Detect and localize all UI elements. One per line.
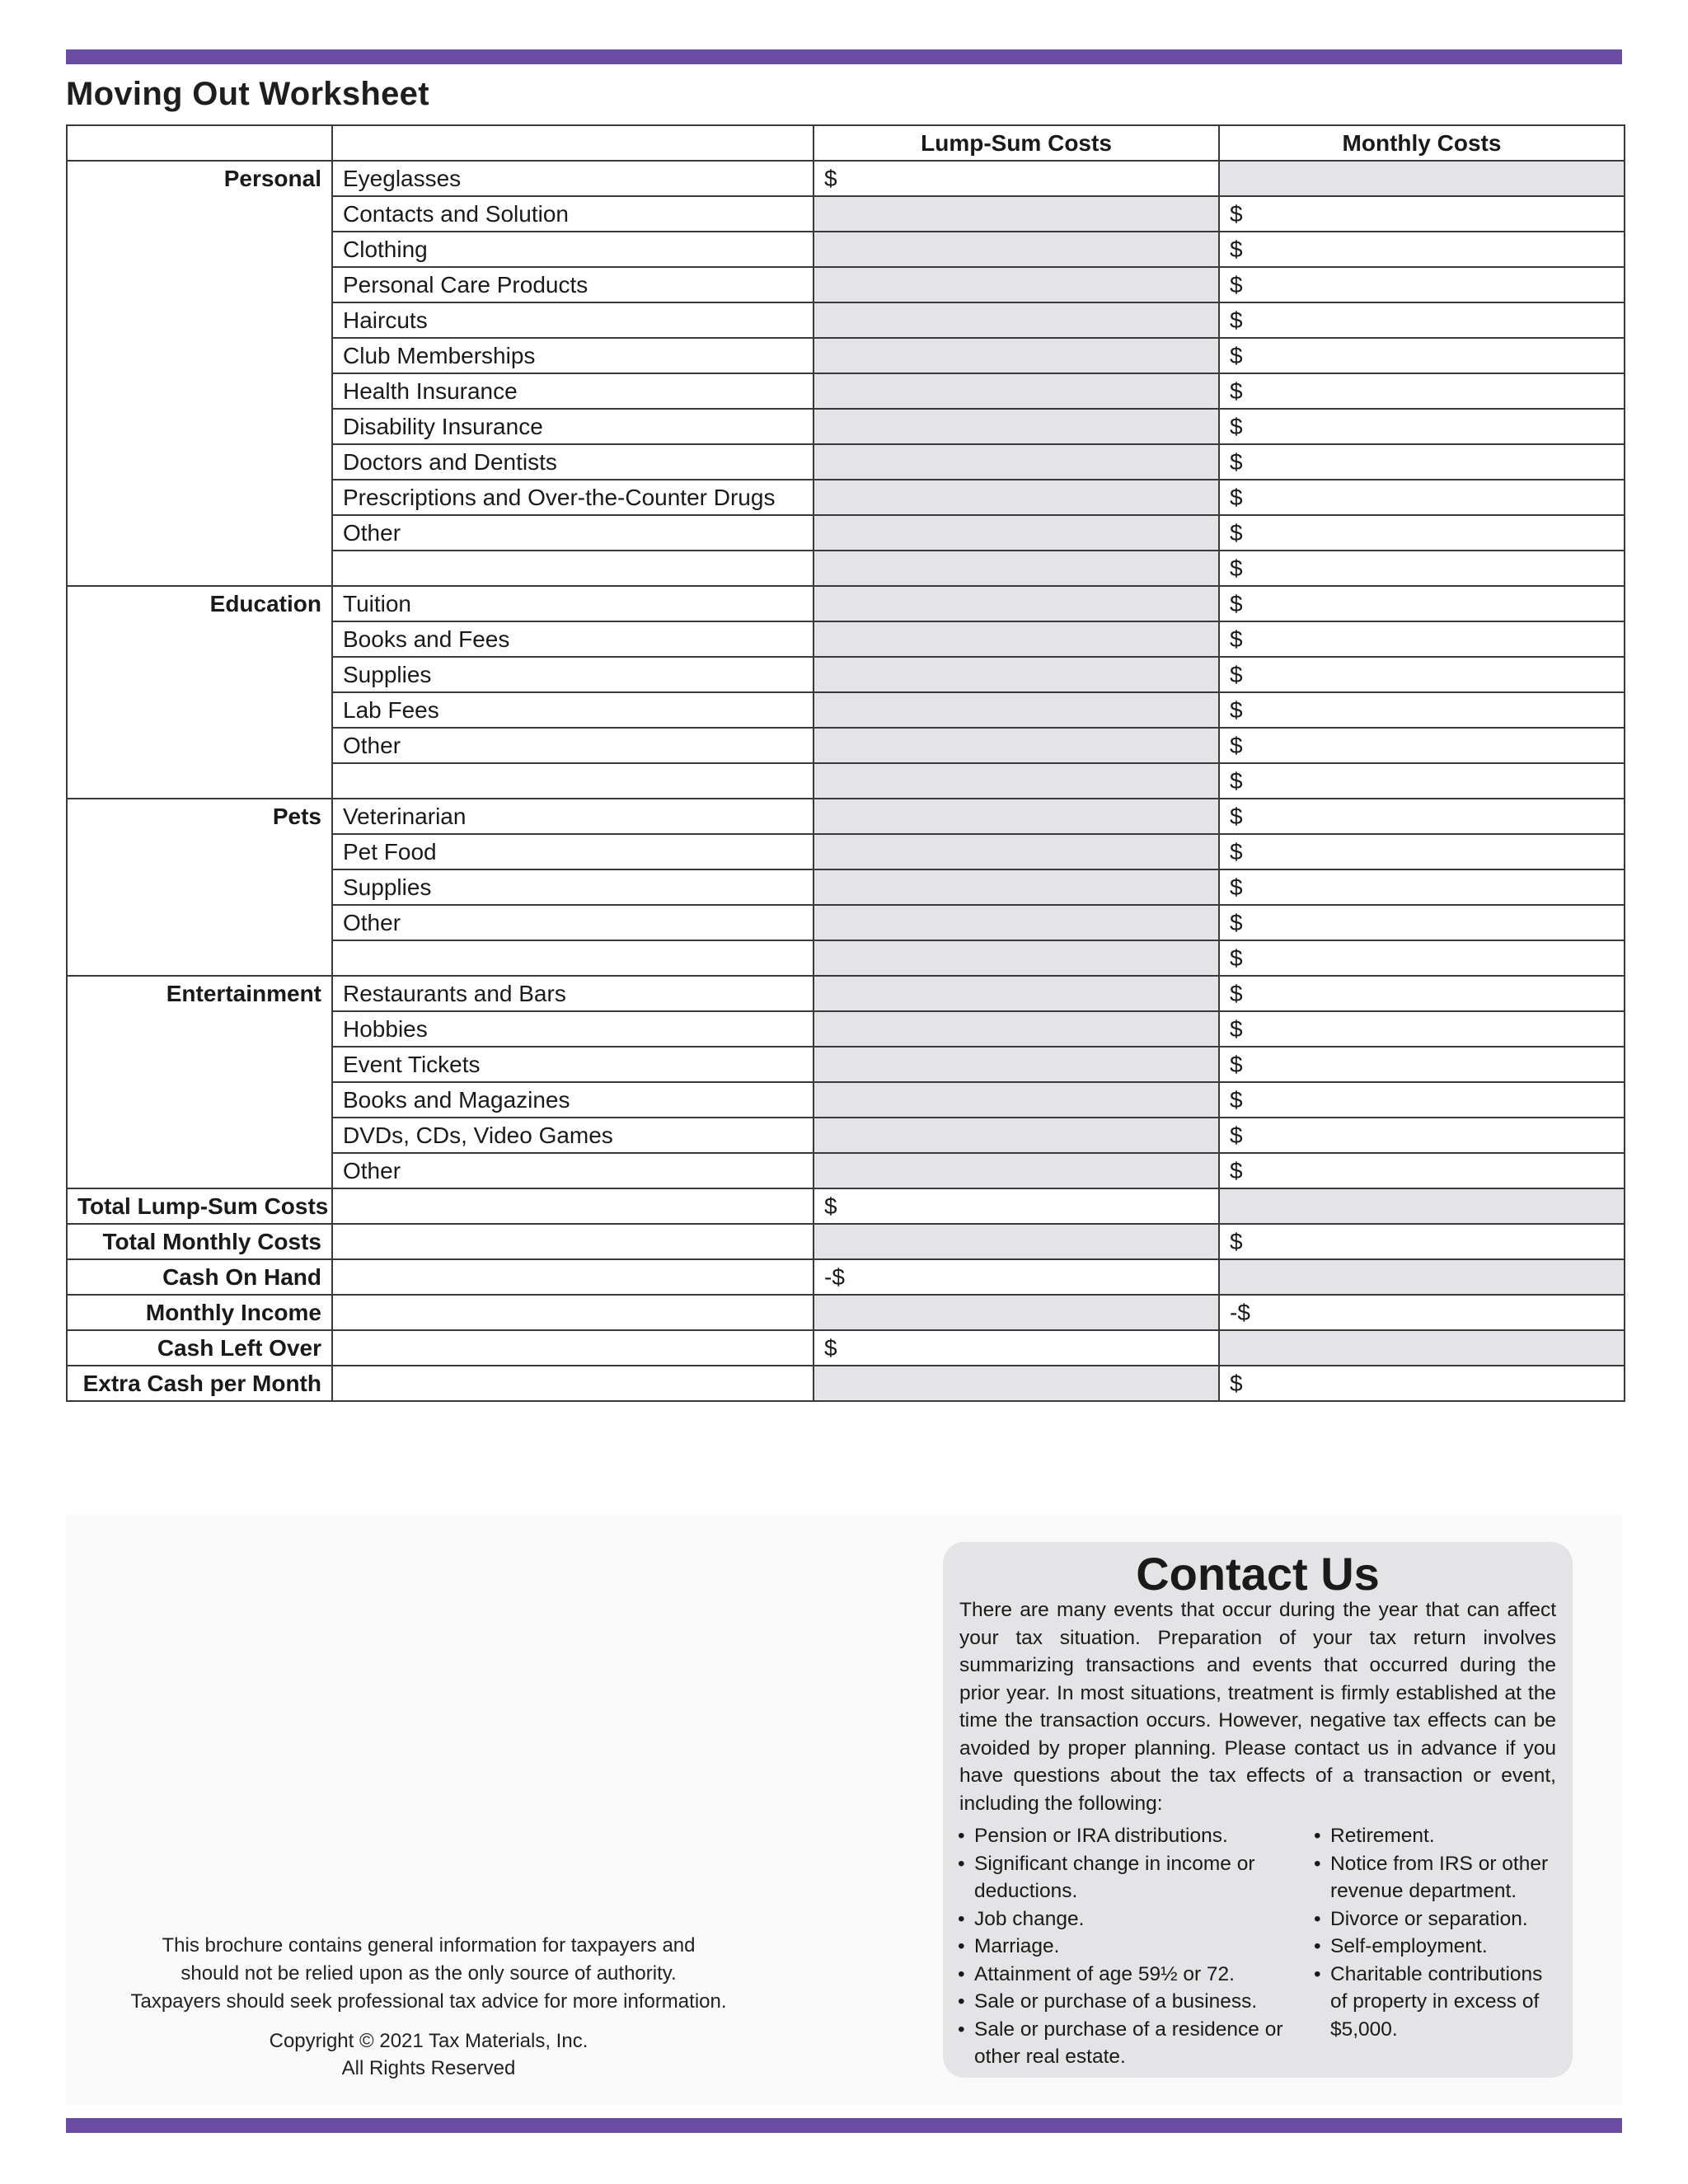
monthly-cell: $ — [1219, 692, 1625, 728]
monthly-cell: $ — [1219, 940, 1625, 976]
total-row — [67, 1366, 1625, 1401]
lump-sum-cell: $ — [814, 1188, 1219, 1224]
monthly-cell-disabled — [1219, 1188, 1625, 1224]
monthly-cell: -$ — [1219, 1295, 1625, 1330]
monthly-cell-disabled — [1219, 161, 1625, 196]
monthly-cell: $ — [1219, 267, 1625, 302]
monthly-cell: $ — [1219, 480, 1625, 515]
item-label: Books and Fees — [332, 621, 814, 657]
lump-sum-cell: -$ — [814, 1259, 1219, 1295]
lump-sum-cell-disabled — [814, 869, 1219, 905]
lump-sum-cell-disabled — [814, 692, 1219, 728]
monthly-cell: $ — [1219, 1011, 1625, 1047]
item-label: Pet Food — [332, 834, 814, 869]
item-label: Books and Magazines — [332, 1082, 814, 1118]
item-label: Veterinarian — [332, 799, 814, 834]
lump-sum-cell: $ — [814, 1330, 1219, 1366]
lump-sum-cell-disabled — [814, 976, 1219, 1011]
item-label: Clothing — [332, 232, 814, 267]
table-header-row — [67, 125, 1625, 161]
lump-sum-cell-disabled — [814, 621, 1219, 657]
page-title: Moving Out Worksheet — [66, 76, 429, 112]
monthly-cell: $ — [1219, 728, 1625, 763]
table-row — [67, 799, 1625, 834]
item-label: Other — [332, 515, 814, 551]
monthly-cell: $ — [1219, 763, 1625, 799]
lump-sum-cell-disabled — [814, 232, 1219, 267]
item-label: Other — [332, 905, 814, 940]
item-label — [332, 551, 814, 586]
lump-sum-cell-disabled — [814, 905, 1219, 940]
lump-sum-cell-disabled — [814, 1295, 1219, 1330]
item-label: Supplies — [332, 657, 814, 692]
item-label: Health Insurance — [332, 373, 814, 409]
lump-sum-cell-disabled — [814, 1118, 1219, 1153]
monthly-cell: $ — [1219, 1082, 1625, 1118]
lump-sum-cell-disabled — [814, 1011, 1219, 1047]
monthly-cell: $ — [1219, 373, 1625, 409]
monthly-cell: $ — [1219, 444, 1625, 480]
bottom-accent-bar — [66, 2118, 1622, 2133]
contact-bullets-right — [1314, 1822, 1561, 2043]
header-category — [67, 125, 332, 161]
item-label: Personal Care Products — [332, 267, 814, 302]
bullet-item: • Divorce or separation. — [1314, 1905, 1561, 1933]
monthly-cell: $ — [1219, 338, 1625, 373]
lump-sum-cell-disabled — [814, 551, 1219, 586]
lump-sum-cell-disabled — [814, 799, 1219, 834]
total-label: Extra Cash per Month — [67, 1366, 332, 1401]
monthly-cell: $ — [1219, 799, 1625, 834]
category-label: Pets — [67, 799, 332, 976]
lump-sum-cell-disabled — [814, 302, 1219, 338]
lump-sum-cell-disabled — [814, 515, 1219, 551]
lump-sum-cell-disabled — [814, 1153, 1219, 1188]
total-label: Monthly Income — [67, 1295, 332, 1330]
monthly-cell: $ — [1219, 976, 1625, 1011]
item-label: DVDs, CDs, Video Games — [332, 1118, 814, 1153]
item-label: Eyeglasses — [332, 161, 814, 196]
lump-sum-cell-disabled — [814, 1047, 1219, 1082]
table-row — [67, 586, 1625, 621]
contact-body-text: There are many events that occur during the year that can affect your tax situation. Preparation of your tax return involves summarizing transactions and events that occurred during the prior year. In most situations, treatment is firmly established at the time the transaction occurs. However, negative tax effects can be avoided by proper planning. Please contact us in advance if you have questions about the tax effects of a transaction or event, including the following: — [959, 1599, 1556, 1815]
category-label: Education — [67, 586, 332, 799]
monthly-cell-disabled — [1219, 1259, 1625, 1295]
bullet-item: • Retirement. — [1314, 1822, 1561, 1850]
lump-sum-cell-disabled — [814, 586, 1219, 621]
total-row — [67, 1330, 1625, 1366]
item-label: Lab Fees — [332, 692, 814, 728]
table-row — [67, 976, 1625, 1011]
bullet-item: • Sale or purchase of a residence or other real estate. — [958, 2016, 1287, 2071]
item-label: Hobbies — [332, 1011, 814, 1047]
monthly-cell: $ — [1219, 657, 1625, 692]
contact-bullets-left — [958, 1822, 1287, 2071]
total-blank-cell — [332, 1366, 814, 1401]
lump-sum-cell-disabled — [814, 1224, 1219, 1259]
lump-sum-cell-disabled — [814, 657, 1219, 692]
disclaimer — [99, 1932, 758, 2016]
item-label — [332, 763, 814, 799]
moving-out-worksheet-table — [66, 124, 1625, 1402]
lump-sum-cell-disabled — [814, 763, 1219, 799]
monthly-cell: $ — [1219, 1153, 1625, 1188]
lump-sum-cell-disabled — [814, 338, 1219, 373]
item-label: Contacts and Solution — [332, 196, 814, 232]
total-blank-cell — [332, 1188, 814, 1224]
lump-sum-cell-disabled — [814, 940, 1219, 976]
total-label: Total Lump-Sum Costs — [67, 1188, 332, 1224]
lump-sum-cell-disabled — [814, 373, 1219, 409]
copyright — [99, 2027, 758, 2082]
copyright-line: All Rights Reserved — [341, 2057, 516, 2079]
monthly-cell: $ — [1219, 515, 1625, 551]
table-row — [67, 161, 1625, 196]
category-label: Entertainment — [67, 976, 332, 1188]
item-label: Haircuts — [332, 302, 814, 338]
category-label: Personal — [67, 161, 332, 586]
total-label: Cash Left Over — [67, 1330, 332, 1366]
bullet-item: • Notice from IRS or other revenue department. — [1314, 1850, 1561, 1905]
monthly-cell: $ — [1219, 409, 1625, 444]
item-label: Tuition — [332, 586, 814, 621]
total-label: Cash On Hand — [67, 1259, 332, 1295]
monthly-cell: $ — [1219, 586, 1625, 621]
bullet-item: • Job change. — [958, 1905, 1287, 1933]
item-label — [332, 940, 814, 976]
item-label: Event Tickets — [332, 1047, 814, 1082]
contact-title: Contact Us — [1136, 1548, 1380, 1600]
monthly-cell: $ — [1219, 1047, 1625, 1082]
bullet-item: • Charitable contributions of property in excess of $5,000. — [1314, 1961, 1561, 2044]
monthly-cell: $ — [1219, 551, 1625, 586]
monthly-cell-disabled — [1219, 1330, 1625, 1366]
item-label: Supplies — [332, 869, 814, 905]
monthly-cell: $ — [1219, 1118, 1625, 1153]
bullet-item: • Attainment of age 59½ or 72. — [958, 1961, 1287, 1989]
total-row — [67, 1259, 1625, 1295]
bullet-item: • Pension or IRA distributions. — [958, 1822, 1287, 1850]
total-row — [67, 1224, 1625, 1259]
monthly-cell: $ — [1219, 834, 1625, 869]
item-label: Other — [332, 1153, 814, 1188]
copyright-line: Copyright © 2021 Tax Materials, Inc. — [269, 2030, 588, 2052]
lump-sum-cell-disabled — [814, 728, 1219, 763]
monthly-cell: $ — [1219, 302, 1625, 338]
item-label: Doctors and Dentists — [332, 444, 814, 480]
lump-sum-cell-disabled — [814, 1082, 1219, 1118]
contact-us-box — [943, 1542, 1573, 2078]
item-label: Club Memberships — [332, 338, 814, 373]
lump-sum-cell: $ — [814, 161, 1219, 196]
total-blank-cell — [332, 1295, 814, 1330]
bullet-item: • Self-employment. — [1314, 1933, 1561, 1961]
bullet-item: • Marriage. — [958, 1933, 1287, 1961]
lump-sum-cell-disabled — [814, 196, 1219, 232]
total-blank-cell — [332, 1259, 814, 1295]
total-row — [67, 1188, 1625, 1224]
item-label: Other — [332, 728, 814, 763]
top-accent-bar — [66, 49, 1622, 64]
bullet-item: • Significant change in income or deductions. — [958, 1850, 1287, 1905]
lump-sum-cell-disabled — [814, 267, 1219, 302]
header-lump-sum-costs: Lump-Sum Costs — [814, 125, 1219, 161]
lump-sum-cell-disabled — [814, 834, 1219, 869]
item-label: Restaurants and Bars — [332, 976, 814, 1011]
lump-sum-cell-disabled — [814, 1366, 1219, 1401]
monthly-cell: $ — [1219, 869, 1625, 905]
disclaimer-line: Taxpayers should seek professional tax advice for more information. — [130, 1990, 727, 2013]
monthly-cell: $ — [1219, 232, 1625, 267]
monthly-cell: $ — [1219, 196, 1625, 232]
disclaimer-line: should not be relied upon as the only source of authority. — [181, 1962, 677, 1985]
total-label: Total Monthly Costs — [67, 1224, 332, 1259]
lump-sum-cell-disabled — [814, 480, 1219, 515]
total-blank-cell — [332, 1224, 814, 1259]
header-monthly-costs: Monthly Costs — [1219, 125, 1625, 161]
monthly-cell: $ — [1219, 1366, 1625, 1401]
header-item — [332, 125, 814, 161]
item-label: Disability Insurance — [332, 409, 814, 444]
monthly-cell: $ — [1219, 621, 1625, 657]
disclaimer-line: This brochure contains general information for taxpayers and — [162, 1934, 696, 1957]
total-row — [67, 1295, 1625, 1330]
lump-sum-cell-disabled — [814, 409, 1219, 444]
bullet-item: • Sale or purchase of a business. — [958, 1988, 1287, 2016]
monthly-cell: $ — [1219, 905, 1625, 940]
total-blank-cell — [332, 1330, 814, 1366]
monthly-cell: $ — [1219, 1224, 1625, 1259]
item-label: Prescriptions and Over-the-Counter Drugs — [332, 480, 814, 515]
lump-sum-cell-disabled — [814, 444, 1219, 480]
